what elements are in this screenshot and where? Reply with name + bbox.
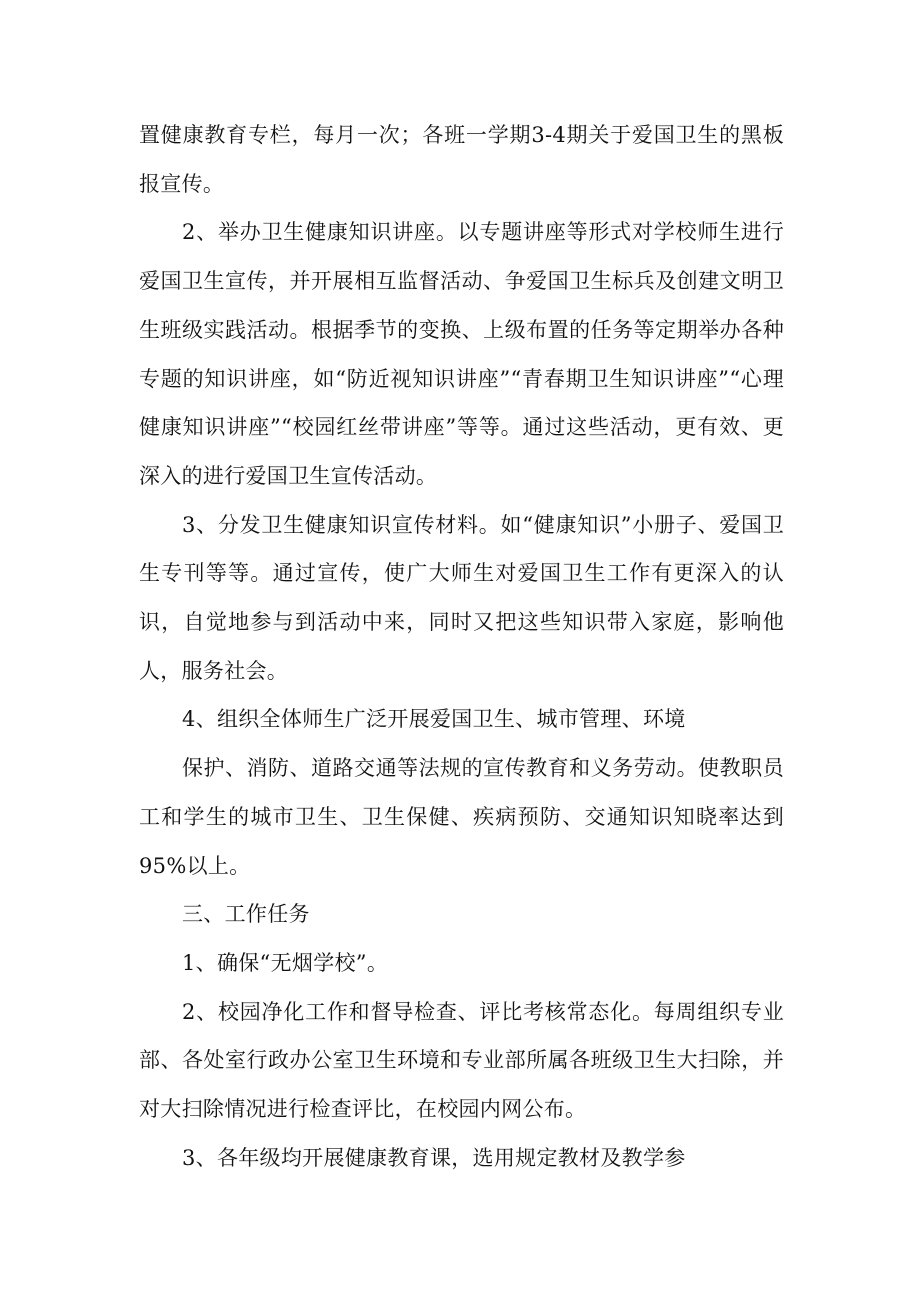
paragraph-campus-cleaning: 2、校园净化工作和督导检查、评比考核常态化。每周组织专业部、各处室行政办公室卫生环境和专业部所属各班级卫生大扫除，并对大扫除情况进行检查评比，在校园内网公布。: [139, 999, 784, 1122]
paragraph-regulations-education: 保护、消防、道路交通等法规的宣传教育和义务劳动。使教职员工和学生的城市卫生、卫生保健、疾病预防、交通知识知晓率达到95%以上。: [139, 756, 784, 878]
paragraph-health-lectures: 2、举办卫生健康知识讲座。以专题讲座等形式对学校师生进行爱国卫生宣传，并开展相互监督活动、争爱国卫生标兵及创建文明卫生班级实践活动。根据季节的变换、上级布置的任务等定期举办各种专题的知识讲座，如“防近视知识讲座”“青春期卫生知识讲座”“心理健康知识讲座”“校园红丝带讲座”等等。通过这些活动，更有效、更深入的进行爱国卫生宣传活动。: [139, 220, 784, 488]
paragraph-organize-activities: 4、组织全体师生广泛开展爱国卫生、城市管理、环境: [182, 707, 686, 732]
section-heading-work-tasks: 三、工作任务: [182, 902, 310, 927]
paragraph-health-courses: 3、各年级均开展健康教育课，选用规定教材及教学参: [182, 1145, 686, 1170]
document-body: [139, 111, 784, 1182]
paragraph-smoke-free-school: 1、确保“无烟学校”。: [182, 950, 389, 975]
paragraph-health-column: 置健康教育专栏，每月一次；各班一学期3-4期关于爱国卫生的黑板报宣传。: [139, 123, 784, 196]
paragraph-promotional-materials: 3、分发卫生健康知识宣传材料。如“健康知识”小册子、爱国卫生专刊等等。通过宣传，使广大师生对爱国卫生工作有更深入的认识，自觉地参与到活动中来，同时又把这些知识带入家庭，影响他人，服务社会。: [139, 512, 784, 683]
